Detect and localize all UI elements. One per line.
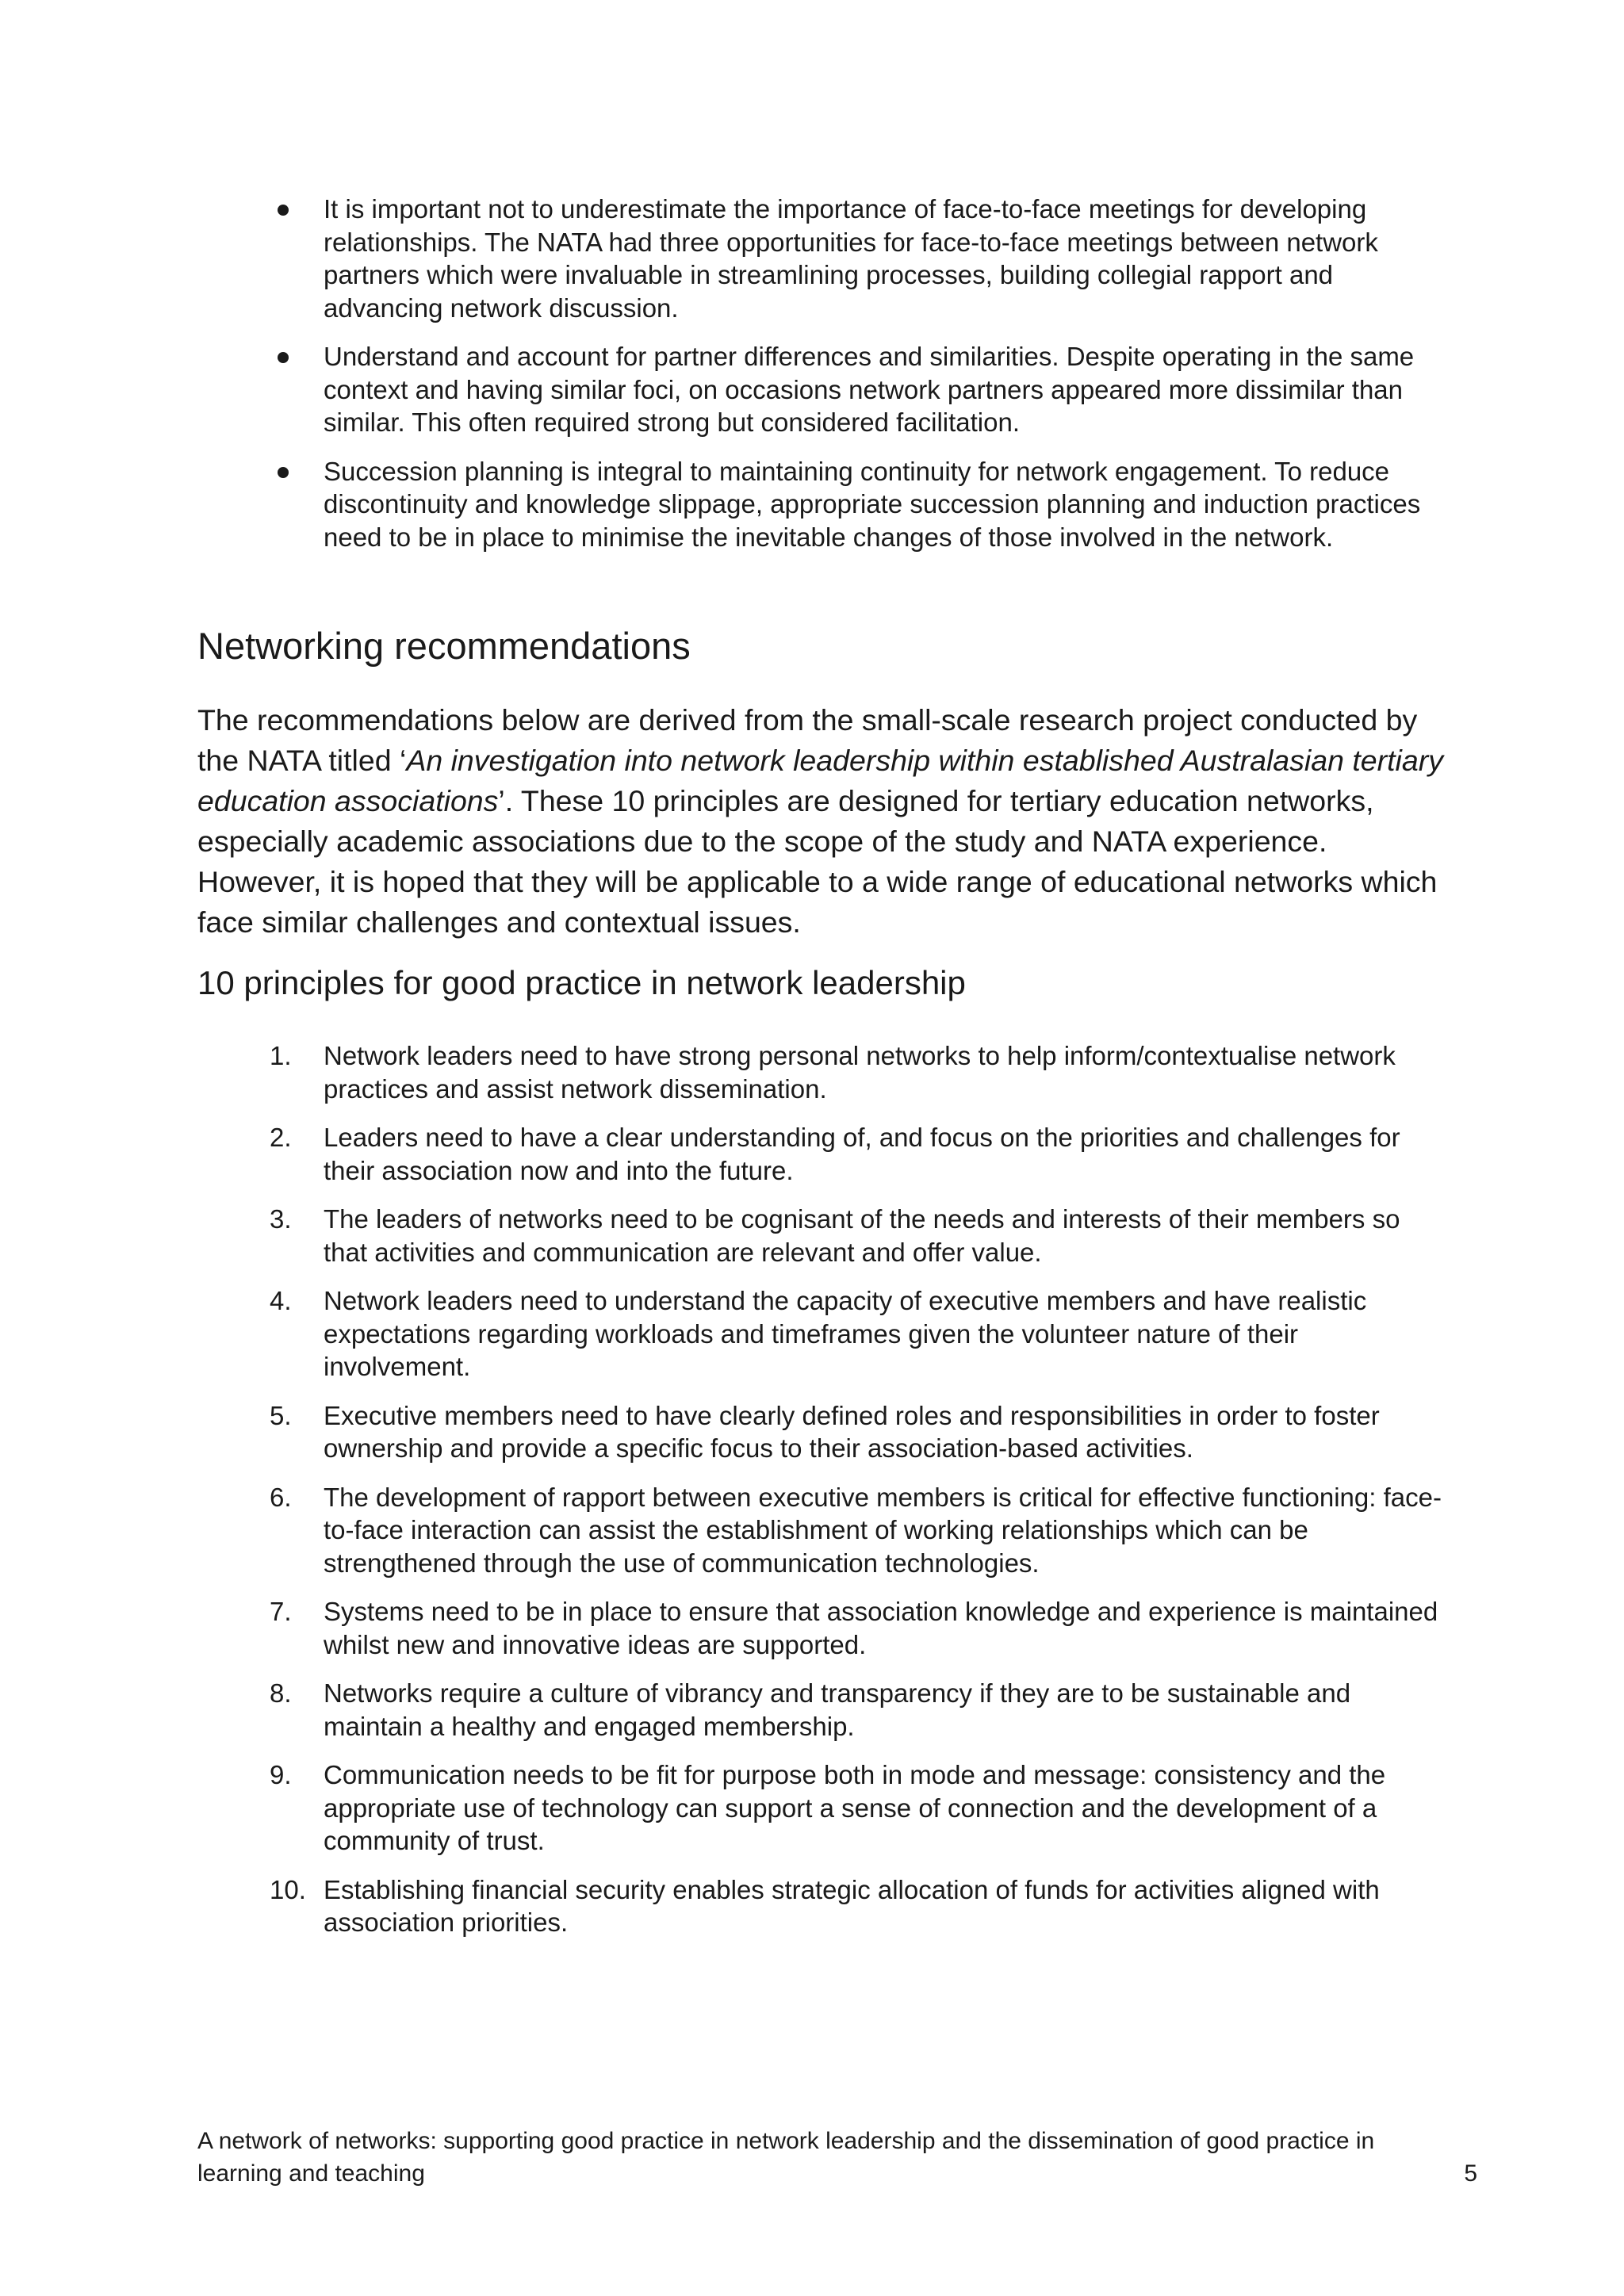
study-title: An investigation into network leadership within established Australasian tertiary education associations [197,744,1443,817]
bullet-item [274,193,1440,324]
intro-text-before: The recommendations below are derived from the small-scale research project conducted by the NATA titled ‘ [197,703,1418,777]
bullet-dot-icon [278,352,289,363]
principle-item [270,1121,1448,1187]
principle-item [270,1481,1448,1580]
principle-number: 6. [270,1482,292,1512]
bullet-item [274,455,1440,554]
principle-text: The development of rapport between executive members is critical for effective functioning: face-to-face interaction can assist the establishment of working relationships which can be strengthened through the use of communication technologies. [324,1482,1442,1578]
principle-number: 8. [270,1678,292,1708]
principle-text: Leaders need to have a clear understanding of, and focus on the priorities and challenges for their association now and into the future. [324,1123,1400,1185]
principle-item [270,1203,1448,1269]
principle-item [270,1284,1448,1383]
bullet-item [274,340,1440,439]
principle-text: Network leaders need to understand the capacity of executive members and have realistic expectations regarding workloads and timeframes given the volunteer nature of their involvement. [324,1286,1367,1381]
principle-text: Executive members need to have clearly defined roles and responsibilities in order to foster ownership and provide a specific focus to their association-based activities. [324,1400,1380,1463]
principle-item [270,1677,1448,1743]
principle-text: Systems need to be in place to ensure that association knowledge and experience is maintained whilst new and innovative ideas are supported. [324,1597,1438,1659]
principle-text: Network leaders need to have strong personal networks to help inform/contextualise network practices and assist network dissemination. [324,1041,1396,1104]
principles-list [270,1039,1448,1955]
principle-number: 5. [270,1400,292,1430]
bullet-list [274,193,1440,569]
intro-text-after: ’. These 10 principles are designed for tertiary education networks, especially academic associations due to the scope of the study and NATA experience. However, it is hoped that they will be applicable to a wide range of educational networks which face similar challenges and contextual issues. [197,784,1438,939]
principle-number: 2. [270,1123,292,1152]
principle-item [270,1758,1448,1858]
section-heading: Networking recommendations [197,625,691,667]
principle-text: Networks require a culture of vibrancy and transparency if they are to be sustainable and maintain a healthy and engaged membership. [324,1678,1351,1741]
footer-title: A network of networks: supporting good practice in network leadership and the dissemination of good practice in learning and teaching [197,2128,1375,2187]
principle-number: 1. [270,1041,292,1070]
principle-item [270,1873,1448,1939]
principle-number: 4. [270,1286,292,1315]
principle-item [270,1399,1448,1465]
principle-text: Communication needs to be fit for purpose both in mode and message: consistency and the appropriate use of technology can support a sense of connection and the development of a community of trust. [324,1760,1386,1855]
intro-paragraph [197,700,1450,943]
principle-text: The leaders of networks need to be cognisant of the needs and interests of their members so that activities and communication are relevant and offer value. [324,1204,1400,1267]
principle-number: 9. [270,1760,292,1789]
bullet-dot-icon [278,467,289,478]
bullet-text: Understand and account for partner differences and similarities. Despite operating in the same context and having similar foci, on occasions network partners appeared more dissimilar than similar. This often required strong but considered facilitation. [324,342,1415,437]
principle-item [270,1039,1448,1105]
principle-number: 10. [270,1874,306,1904]
page-number: 5 [1464,2160,1477,2187]
bullet-text: It is important not to underestimate the importance of face-to-face meetings for developing relationships. The NATA had three opportunities for face-to-face meetings between network partners which were invaluable in streamlining processes, building collegial rapport and advancing network discussion. [324,194,1378,323]
principle-number: 7. [270,1597,292,1626]
principle-number: 3. [270,1204,292,1234]
principle-text: Establishing financial security enables strategic allocation of funds for activities aligned with association priorities. [324,1874,1380,1937]
principle-item [270,1595,1448,1661]
bullet-text: Succession planning is integral to maintaining continuity for network engagement. To reduce discontinuity and knowledge slippage, appropriate succession planning and induction practices need to be in place to minimise the inevitable changes of those involved in the network. [324,456,1421,552]
page-footer [197,2125,1477,2190]
principles-heading: 10 principles for good practice in network leadership [197,964,966,1001]
bullet-dot-icon [278,205,289,216]
